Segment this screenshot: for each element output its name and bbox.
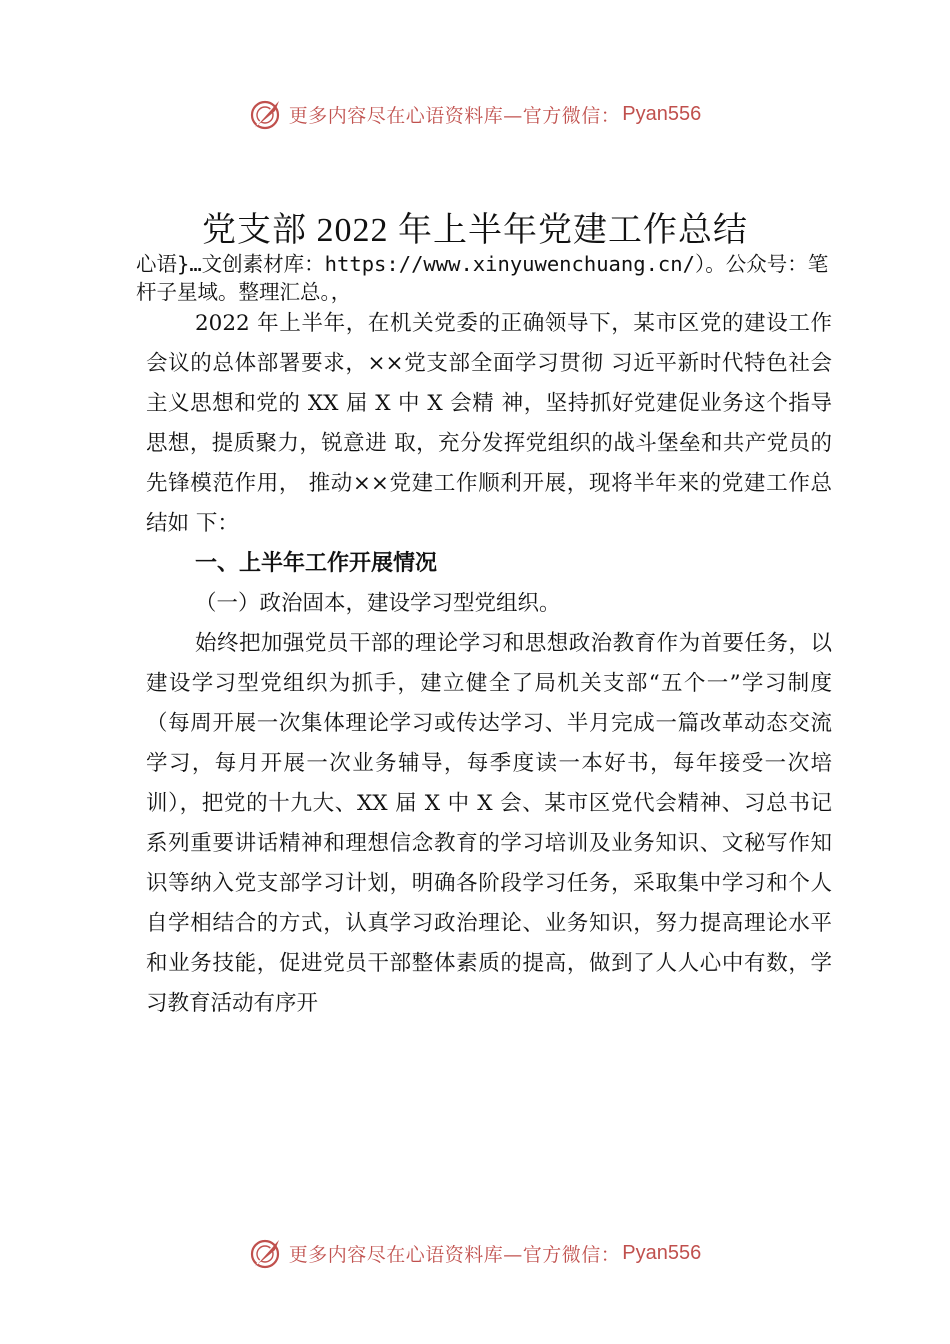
watermark-wechat-id: Pyan556: [622, 102, 702, 125]
watermark-banner-bottom: [0, 1233, 950, 1273]
source-line: 心语}…文创素材库：https://www.xinyuwenchuang.cn/）。公众号：笔杆子星域。整理汇总。，: [136, 252, 829, 304]
watermark-text: 更多内容尽在心语资料库—官方微信：: [288, 104, 621, 127]
document-body: [146, 304, 832, 1024]
watermark-text: 更多内容尽在心语资料库—官方微信：: [288, 1243, 621, 1266]
quill-logo-icon: [249, 97, 283, 131]
watermark-wechat-id: Pyan556: [622, 1241, 702, 1264]
intro-paragraph: 2022 年上半年，在机关党委的正确领导下，某市区党的建设工作会议的总体部署要求，××党支部全面学习贯彻 习近平新时代特色社会主义思想和党的 XX 届 X 中 X 会精 神，坚持抓好党建促业务这个指导思想，提质聚力，锐意进 取，充分发挥党组织的战斗堡垒和共产党员的先锋模范作用， 推动××党建工作顺利开展，现将半年来的党建工作总结如 下：: [146, 311, 832, 536]
watermark-banner-top: [0, 94, 950, 134]
document-title: 党支部 2022 年上半年党建工作总结: [202, 212, 748, 249]
body-paragraph-1: 始终把加强党员干部的理论学习和思想政治教育作为首要任务，以建设学习型党组织为抓手，建立健全了局机关支部“五个一”学习制度（每周开展一次集体理论学习或传达学习、半月完成一篇改革动态交流学习，每月开展一次业务辅导，每季度读一本好书，每年接受一次培训），把党的十九大、XX 届 X 中 X 会、某市区党代会精神、习总书记系列重要讲话精神和理想信念教育的学习培训及业务知识、文秘写作知识等纳入党支部学习计划，明确各阶段学习任务，采取集中学习和个人自学相结合的方式，认真学习政治理论、业务知识，努力提高理论水平和业务技能，促进党员干部整体素质的提高，做到了人人心中有数，学习教育活动有序开: [146, 631, 832, 1016]
quill-logo-icon: [249, 1236, 283, 1270]
subsection-heading-1: （一）政治固本，建设学习型党组织。: [195, 591, 561, 616]
section-heading-1: 一、上半年工作开展情况: [195, 551, 438, 576]
